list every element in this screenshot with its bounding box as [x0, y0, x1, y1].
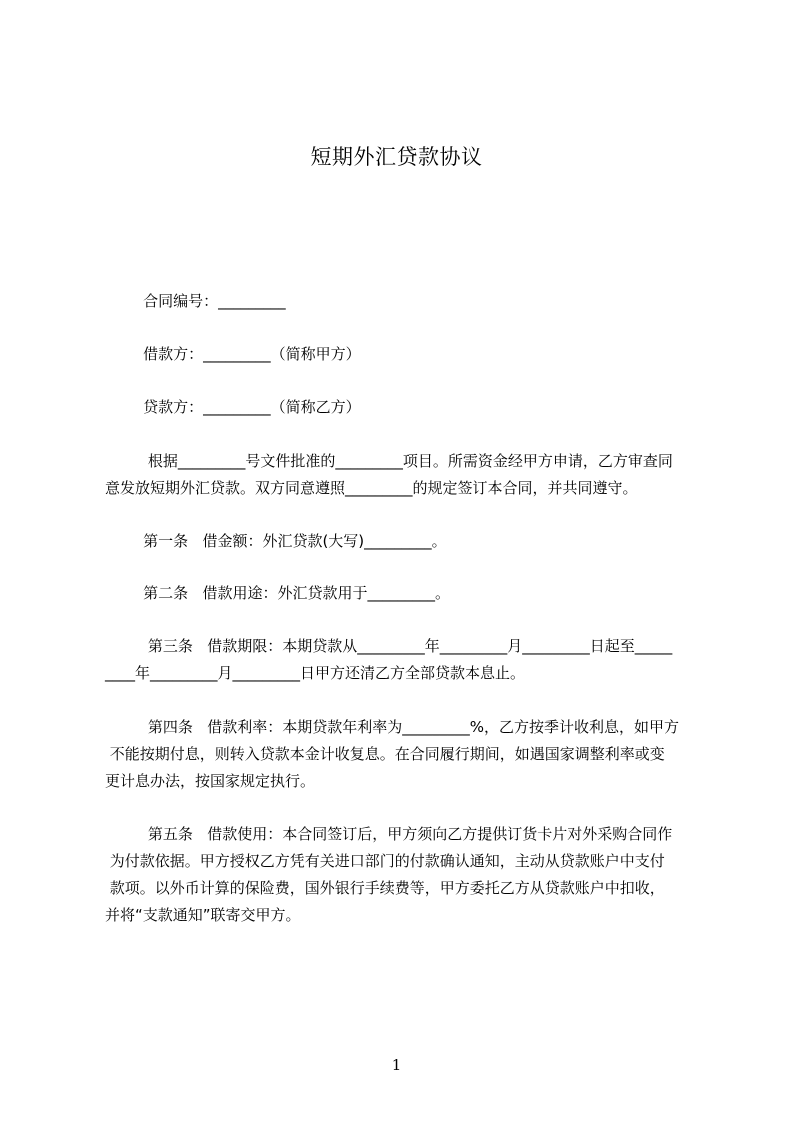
preamble-line-2: 意发放短期外汇贷款。双方同意遵照_________的规定签订本合同，并共同遵守。 [105, 479, 638, 497]
page-number: 1 [391, 1056, 402, 1074]
contract-number-field: 合同编号：_________ [105, 292, 286, 310]
article-5-line-1: 第五条 借款使用：本合同签订后，甲方须向乙方提供订货卡片对外采购合同作 [105, 825, 673, 843]
article-5-line-3: 款项。以外币计算的保险费，国外银行手续费等，甲方委托乙方从贷款账户中扣收， [105, 879, 665, 897]
article-3-line-1: 第三条 借款期限：本期贷款从_________年_________月_________日起至_____ [105, 637, 673, 655]
lender-field: 贷款方：_________（简称乙方） [105, 398, 361, 416]
article-5-line-2: 为付款依据。甲方授权乙方凭有关进口部门的付款确认通知，主动从贷款账户中支付 [105, 852, 665, 870]
article-1: 第一条 借金额：外汇贷款(大写)_________。 [105, 532, 447, 550]
article-4-line-1: 第四条 借款利率：本期贷款年利率为_________%，乙方按季计收利息，如甲方 [105, 718, 679, 736]
article-4-line-2: 不能按期付息，则转入贷款本金计收复息。在合同履行期间，如遇国家调整利率或变 [105, 745, 665, 763]
article-4-line-3: 更计息办法，按国家规定执行。 [105, 772, 316, 790]
article-5-line-4: 并将“支款通知”联寄交甲方。 [105, 906, 301, 924]
borrower-field: 借款方：_________（简称甲方） [105, 345, 361, 363]
article-3-line-2: ____年_________月_________日甲方还清乙方全部贷款本息止。 [105, 664, 526, 682]
document-title: 短期外汇贷款协议 [310, 145, 483, 169]
article-2: 第二条 借款用途：外汇贷款用于_________。 [105, 584, 450, 602]
preamble-line-1: 根据_________号文件批准的_________项目。所需资金经甲方申请，乙方审查同 [105, 452, 673, 470]
